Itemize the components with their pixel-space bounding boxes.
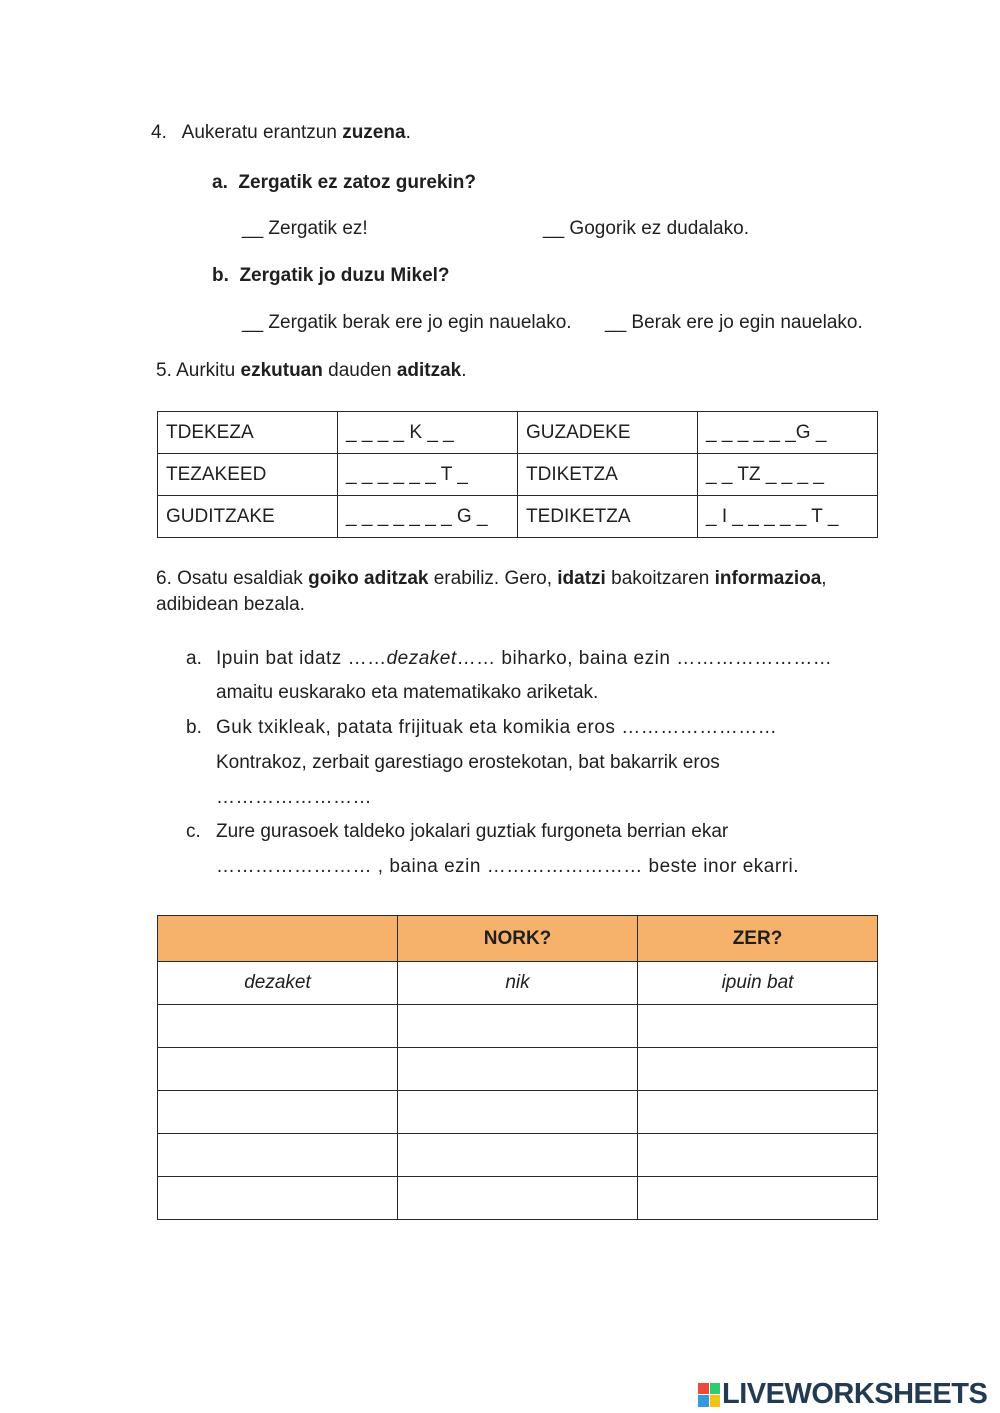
table-row <box>158 412 878 454</box>
scrambled-word: TDEKEZA <box>158 412 338 454</box>
q6-title-line2: adibidean bezala. <box>156 594 305 615</box>
logo-mark-icon <box>698 1383 720 1407</box>
answer-cell[interactable] <box>398 1134 638 1177</box>
answer-cell[interactable] <box>398 1177 638 1220</box>
answer-cell[interactable] <box>158 1048 398 1091</box>
answer-cell[interactable] <box>638 1048 878 1091</box>
q6a-label: a. <box>186 648 202 669</box>
table-row <box>158 1177 878 1220</box>
information-table <box>157 915 878 1220</box>
answer-blank[interactable]: _ _ _ _ _ _ T _ <box>338 454 518 496</box>
table-row <box>158 496 878 538</box>
scrambled-word: TEZAKEED <box>158 454 338 496</box>
hidden-verbs-table <box>157 411 878 538</box>
q6c-line1: Zure gurasoek taldeko jokalari guztiak furgoneta berrian ekar <box>216 821 729 842</box>
answer-cell[interactable] <box>158 1005 398 1048</box>
q6c-line2[interactable]: …………………… , baina ezin …………………… beste inor ekarri. <box>216 856 800 877</box>
answer-cell[interactable] <box>398 1005 638 1048</box>
logo-text: LIVEWORKSHEETS <box>722 1378 988 1410</box>
answer-blank[interactable]: _ _ _ _ _ _G _ <box>698 412 878 454</box>
q6c-label: c. <box>186 821 201 842</box>
table-row <box>158 1005 878 1048</box>
q4a-option-2[interactable]: __ Gogorik ez dudalako. <box>543 218 749 239</box>
q4a-question: a. Zergatik ez zatoz gurekin? <box>212 172 476 193</box>
logo-square <box>710 1383 721 1395</box>
q5-title: 5. Aurkitu ezkutuan dauden aditzak. <box>156 360 467 381</box>
scrambled-word: GUDITZAKE <box>158 496 338 538</box>
example-zer: ipuin bat <box>638 962 878 1005</box>
answer-cell[interactable] <box>398 1048 638 1091</box>
header-verb <box>158 916 398 962</box>
liveworksheets-logo <box>698 1378 987 1411</box>
answer-cell[interactable] <box>158 1177 398 1220</box>
answer-cell[interactable] <box>158 1091 398 1134</box>
q6b-line1[interactable]: Guk txikleak, patata frijituak eta komikia eros …………………… <box>216 717 778 738</box>
q4b-option-1[interactable]: __ Zergatik berak ere jo egin nauelako. <box>242 312 572 333</box>
table-row <box>158 454 878 496</box>
answer-blank[interactable]: _ I _ _ _ _ _ T _ <box>698 496 878 538</box>
scrambled-word: GUZADEKE <box>518 412 698 454</box>
table-row <box>158 1134 878 1177</box>
logo-square <box>698 1395 709 1407</box>
header-zer: ZER? <box>638 916 878 962</box>
answer-cell[interactable] <box>638 1177 878 1220</box>
logo-square <box>698 1383 709 1395</box>
q6b-label: b. <box>186 717 202 738</box>
example-row <box>158 962 878 1005</box>
q6b-line3[interactable]: …………………… <box>216 787 372 808</box>
answer-blank[interactable]: _ _ TZ _ _ _ _ <box>698 454 878 496</box>
q6b-line2: Kontrakoz, zerbait garestiago erostekotan, bat bakarrik eros <box>216 752 720 773</box>
example-answer: dezaket <box>386 648 457 669</box>
example-nork: nik <box>398 962 638 1005</box>
answer-blank[interactable]: _ _ _ _ _ _ _ G _ <box>338 496 518 538</box>
q4b-option-2[interactable]: __ Berak ere jo egin nauelako. <box>605 312 863 333</box>
table-header-row <box>158 916 878 962</box>
scrambled-word: TDIKETZA <box>518 454 698 496</box>
q4-title: 4. Aukeratu erantzun zuzena. <box>151 122 411 143</box>
header-nork: NORK? <box>398 916 638 962</box>
table-row <box>158 1048 878 1091</box>
q4a-option-1[interactable]: __ Zergatik ez! <box>242 218 368 239</box>
answer-cell[interactable] <box>158 1134 398 1177</box>
table-row <box>158 1091 878 1134</box>
q6-title: 6. Osatu esaldiak goiko aditzak erabiliz. Gero, idatzi bakoitzaren informazioa, <box>156 568 827 589</box>
answer-cell[interactable] <box>398 1091 638 1134</box>
q6a-line1: Ipuin bat idatz ……dezaket…… biharko, baina ezin …………………… <box>216 648 833 669</box>
logo-square <box>710 1395 721 1407</box>
q4b-question: b. Zergatik jo duzu Mikel? <box>212 265 450 286</box>
scrambled-word: TEDIKETZA <box>518 496 698 538</box>
answer-cell[interactable] <box>638 1091 878 1134</box>
q6a-line2: amaitu euskarako eta matematikako ariketak. <box>216 682 599 703</box>
example-verb: dezaket <box>158 962 398 1005</box>
answer-cell[interactable] <box>638 1005 878 1048</box>
answer-cell[interactable] <box>638 1134 878 1177</box>
answer-blank[interactable]: _ _ _ _ K _ _ <box>338 412 518 454</box>
